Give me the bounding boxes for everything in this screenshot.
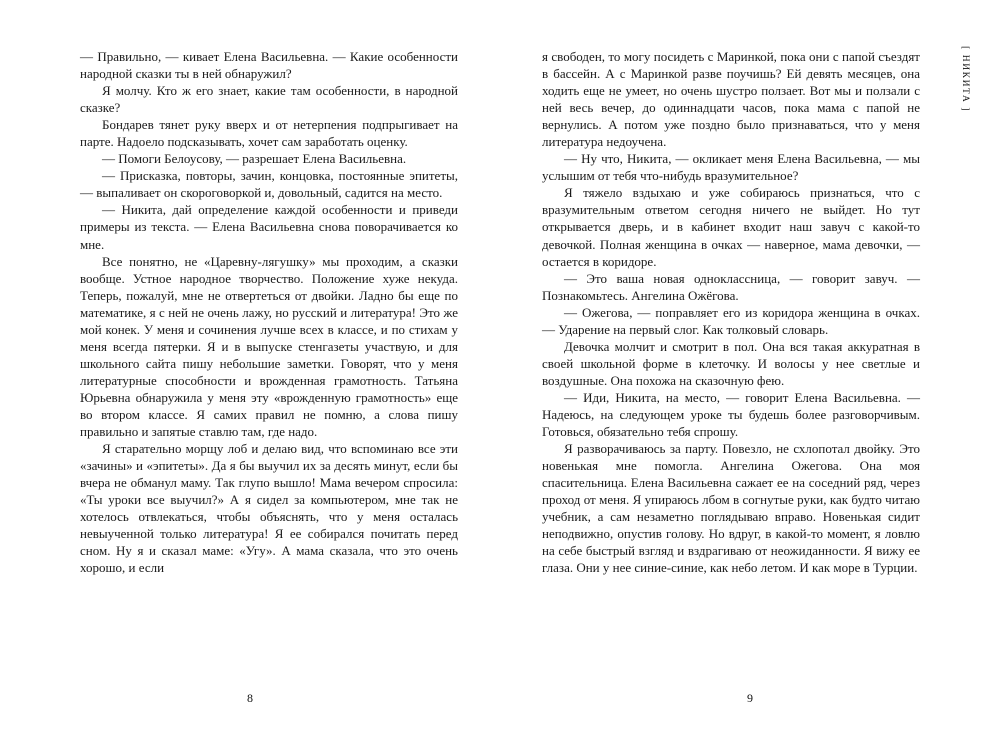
page-number-right: 9 xyxy=(747,691,753,705)
page-left-text xyxy=(80,48,458,576)
page-number-left: 8 xyxy=(247,691,253,705)
paragraph: — Иди, Никита, на место, — говорит Елена Васильевна. — Надеюсь, на следующем уроке ты будешь более разговорчивым. Готовься, обязательно тебя спрошу. xyxy=(542,389,920,440)
paragraph: Бондарев тянет руку вверх и от нетерпения подпрыгивает на парте. Надоело подсказывать, хочет сам заработать оценку. xyxy=(80,117,458,150)
page-right xyxy=(500,0,1000,750)
paragraph: Девочка молчит и смотрит в пол. Она вся такая аккуратная в своей школьной форме в клеточку. И волосы у нее светлые и воздушные. Она похожа на сказочную фею. xyxy=(542,338,920,388)
paragraph: — Помоги Белоусову, — разрешает Елена Васильевна. xyxy=(102,151,407,167)
paragraph: — Ожегова, — поправляет его из коридора женщина в очках. — Ударение на первый слог. Как толковый словарь. xyxy=(542,304,920,337)
paragraph: Я тяжело вздыхаю и уже собираюсь признаться, что с вразумительным ответом сегодня ничего не выйдет. Но тут открывается дверь, и в кабинет входит наш завуч с какой-то девочкой. Полная женщина в очках — наверное, мама девочки, — остается в коридоре. xyxy=(542,185,920,269)
paragraph: — Присказка, повторы, зачин, концовка, постоянные эпитеты, — выпаливает он скороговоркой и, довольный, садится на место. xyxy=(80,168,458,201)
paragraph: — Ну что, Никита, — окликает меня Елена Васильевна, — мы услышим от тебя что-нибудь вразумительное? xyxy=(542,151,920,184)
paragraph: — Никита, дай определение каждой особенности и приведи примеры из текста. — Елена Васильевна снова поворачивается ко мне. xyxy=(80,202,458,252)
paragraph: — Правильно, — кивает Елена Васильевна. — Какие особенности народной сказки ты в ней обнаружил? xyxy=(80,49,458,82)
paragraph: Я старательно морщу лоб и делаю вид, что вспоминаю все эти «зачины» и «эпитеты». Да я бы выучил их за десять минут, если бы вчера не обманул маму. Так глупо вышло! Мама вечером спросила: «Ты уроки все выучил?» А я сидел за компьютером, мне так не хотелось отвлекаться, чтобы объяснять, что у меня осталась невыученной только литература! Я ее собирался почитать перед сном. Ну я и сказал маме: «Угу». А мама сказала, что это очень хорошо, и если xyxy=(80,441,458,576)
paragraph: Все понятно, не «Царевну-лягушку» мы проходим, а сказки вообще. Устное народное творчество. Положение хуже некуда. Теперь, пожалуй, мне не отвертеться от двойки. Ладно бы еще по математике, я с ней не очень лажу, но русский и литература! Это же мой конек. У меня и сочинения лучше всех в классе, и по стихам у меня всегда пятерки. Я и в выпуске стенгазеты участвую, и для школьного сайта пишу небольшие заметки. Говорят, что у меня литературные способности и врожденная грамотность. Татьяна Юрьевна обнаружила у меня эту «врожденную грамотность» еще во втором классе. Я самих правил не помню, а слова пишу правильно и запятые ставлю там, где надо. xyxy=(80,253,458,440)
paragraph: я свободен, то могу посидеть с Маринкой, пока они с папой съездят в бассейн. А с Маринкой разве поучишь? Ей девять месяцев, она ходить еще не умеет, но очень шустро ползает. Вот мы и ползали с ней весь вечер, до одиннадцати часов, пока мама с папой не вернулись. А потом уже поздно было признаваться, что у меня литература недоучена. xyxy=(542,49,920,150)
paragraph: — Это ваша новая одноклассница, — говорит завуч. — Познакомьтесь. Ангелина Ожёгова. xyxy=(542,270,920,303)
paragraph: Я молчу. Кто ж его знает, какие там особенности, в народной сказке? xyxy=(80,83,458,116)
paragraph: Я разворачиваюсь за парту. Повезло, не схлопотал двойку. Это новенькая мне помогла. Ангелина Ожегова. Она моя спасительница. Елена Васильевна сажает ее на соседний ряд, через проход от меня. Я упираюсь лбом в согнутые руки, как будто читаю учебник, а сам незаметно поглядываю вправо. Новенькая сидит неподвижно, опустив голову. Но вдруг, в какой-то момент, я ловлю на себе быстрый взгляд и вздрагиваю от неожиданности. Я вижу ее глаза. Они у нее синие-синие, как небо летом. И как море в Турции. xyxy=(542,441,920,576)
running-head: [ НИКИТА ] xyxy=(960,46,970,113)
page-right-text xyxy=(542,48,920,576)
